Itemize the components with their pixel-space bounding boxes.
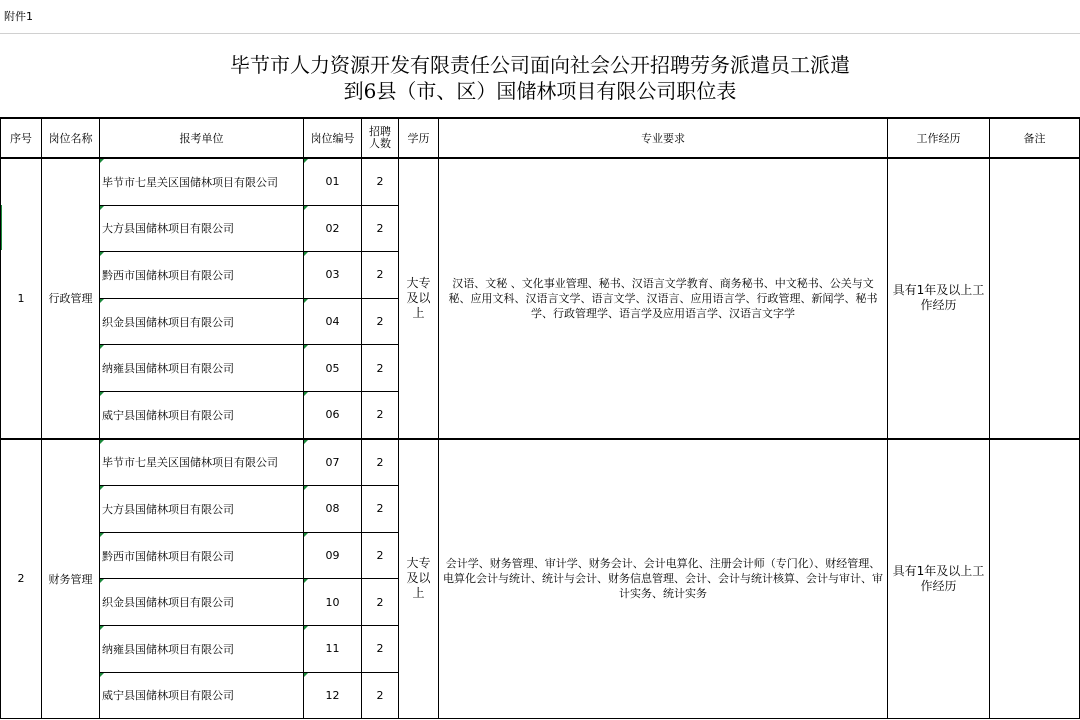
header-count-text: 招聘人数	[369, 125, 391, 150]
edu-text: 大专及以上	[406, 556, 431, 601]
major-cell: 汉语、文秘 、文化事业管理、秘书、汉语言文学教育、商务秘书、中文秘书、公关与文秘、应用文科、汉语言文学、语言文学、汉语言、应用语言学、行政管理、新闻学、秘书学、行政管理学、语言学及应用语言学、汉语言文字学	[439, 158, 888, 439]
position-cell: 财务管理	[42, 439, 100, 719]
code-cell[interactable]: 02	[304, 205, 362, 252]
header-code: 岗位编号	[304, 119, 362, 159]
edu-cell	[399, 158, 439, 439]
header-position: 岗位名称	[42, 119, 100, 159]
unit-cell[interactable]: 毕节市七星关区国储林项目有限公司	[100, 158, 304, 205]
header-row	[1, 119, 1080, 159]
header-unit: 报考单位	[100, 119, 304, 159]
code-cell[interactable]: 10	[304, 579, 362, 626]
count-cell[interactable]: 2	[362, 345, 399, 392]
unit-cell[interactable]: 织金县国储林项目有限公司	[100, 298, 304, 345]
position-table	[0, 118, 1080, 719]
code-cell[interactable]: 11	[304, 625, 362, 672]
title-line-2: 到6县（市、区）国储林项目有限公司职位表	[343, 79, 737, 103]
unit-cell[interactable]: 黔西市国储林项目有限公司	[100, 532, 304, 579]
table-row	[1, 439, 1080, 486]
unit-cell[interactable]: 黔西市国储林项目有限公司	[100, 252, 304, 299]
header-count	[362, 119, 399, 159]
code-cell[interactable]: 07	[304, 439, 362, 486]
code-cell[interactable]: 01	[304, 158, 362, 205]
unit-cell[interactable]: 威宁县国储林项目有限公司	[100, 391, 304, 438]
edu-cell	[399, 439, 439, 719]
count-cell[interactable]: 2	[362, 158, 399, 205]
unit-cell[interactable]: 织金县国储林项目有限公司	[100, 579, 304, 626]
unit-cell[interactable]: 大方县国储林项目有限公司	[100, 486, 304, 533]
count-cell[interactable]: 2	[362, 252, 399, 299]
count-cell[interactable]: 2	[362, 439, 399, 486]
attachment-label: 附件1	[0, 0, 1080, 34]
unit-cell[interactable]: 纳雍县国储林项目有限公司	[100, 345, 304, 392]
exp-cell: 具有1年及以上工作经历	[888, 158, 990, 439]
edu-text: 大专及以上	[406, 275, 431, 320]
table-row	[1, 158, 1080, 205]
page-title	[0, 34, 1080, 118]
note-cell	[990, 158, 1080, 439]
count-cell[interactable]: 2	[362, 579, 399, 626]
code-cell[interactable]: 12	[304, 672, 362, 719]
code-cell[interactable]: 08	[304, 486, 362, 533]
header-edu: 学历	[399, 119, 439, 159]
code-cell[interactable]: 06	[304, 391, 362, 438]
unit-cell[interactable]: 毕节市七星关区国储林项目有限公司	[100, 439, 304, 486]
header-exp: 工作经历	[888, 119, 990, 159]
seq-cell: 1	[1, 158, 42, 439]
seq-cell: 2	[1, 439, 42, 719]
count-cell[interactable]: 2	[362, 486, 399, 533]
unit-cell[interactable]: 威宁县国储林项目有限公司	[100, 672, 304, 719]
code-cell[interactable]: 09	[304, 532, 362, 579]
count-cell[interactable]: 2	[362, 532, 399, 579]
count-cell[interactable]: 2	[362, 391, 399, 438]
header-seq: 序号	[1, 119, 42, 159]
header-note: 备注	[990, 119, 1080, 159]
position-cell: 行政管理	[42, 158, 100, 439]
code-cell[interactable]: 04	[304, 298, 362, 345]
count-cell[interactable]: 2	[362, 672, 399, 719]
code-cell[interactable]: 03	[304, 252, 362, 299]
exp-cell: 具有1年及以上工作经历	[888, 439, 990, 719]
count-cell[interactable]: 2	[362, 298, 399, 345]
code-cell[interactable]: 05	[304, 345, 362, 392]
title-line-1: 毕节市人力资源开发有限责任公司面向社会公开招聘劳务派遣员工派遣	[230, 53, 850, 77]
header-major: 专业要求	[439, 119, 888, 159]
count-cell[interactable]: 2	[362, 205, 399, 252]
unit-cell[interactable]: 大方县国储林项目有限公司	[100, 205, 304, 252]
count-cell[interactable]: 2	[362, 625, 399, 672]
major-cell: 会计学、财务管理、审计学、财务会计、会计电算化、注册会计师（专门化）、财经管理、电算化会计与统计、统计与会计、财务信息管理、会计、会计与统计核算、会计与审计、审计实务、统计实务	[439, 439, 888, 719]
note-cell	[990, 439, 1080, 719]
unit-cell[interactable]: 纳雍县国储林项目有限公司	[100, 625, 304, 672]
